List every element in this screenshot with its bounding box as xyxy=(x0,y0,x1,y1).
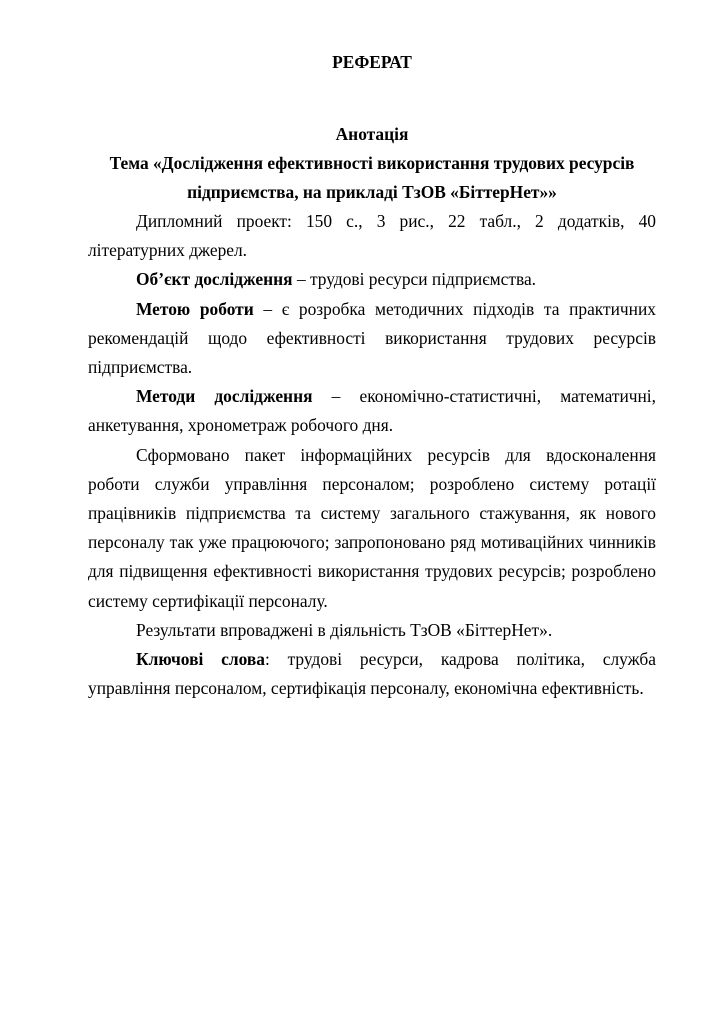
title-spacer xyxy=(88,76,656,120)
object-paragraph xyxy=(88,265,656,294)
methods-label: Методи дослідження xyxy=(136,386,313,407)
scope-paragraph: Дипломний проект: 150 с., 3 рис., 22 табл., 2 додатків, 40 літературних джерел. xyxy=(88,211,656,261)
methods-text: – економічно-статистичні, математичні, анкетування, хронометраж робочого дня. xyxy=(88,386,656,436)
object-text: – трудові ресурси підприємства. xyxy=(292,269,537,290)
topic-line-2: підприємства, на прикладі ТзОВ «БіттерНет»» xyxy=(187,182,557,202)
goal-text: – є розробка методичних підходів та практичних рекомендацій щодо ефективності використання трудових ресурсів підприємства. xyxy=(88,298,656,378)
keywords-text: : трудові ресурси, кадрова політика, служба управління персоналом, сертифікація персоналу, економічна ефективність. xyxy=(88,649,656,699)
document-body xyxy=(88,48,656,703)
goal-paragraph xyxy=(88,295,656,383)
keywords-paragraph xyxy=(88,645,656,703)
annotation-heading: Анотація xyxy=(335,124,409,144)
keywords-label: Ключові слова xyxy=(136,649,265,670)
topic-line-1: Тема «Дослідження ефективності використання трудових ресурсів xyxy=(109,153,635,173)
goal-label: Метою роботи xyxy=(136,298,254,319)
object-label: Об’єкт дослідження xyxy=(136,269,293,290)
findings-paragraph: Сформовано пакет інформаційних ресурсів для вдосконалення роботи служби управління персоналом; розроблено систему ротації працівників підприємства та систему загального стажування, як нового персоналу так уже працюючого; запропоновано ряд мотиваційних чинників для підвищення ефективності використання трудових ресурсів; розроблено систему сертифікації персоналу. xyxy=(88,444,656,611)
methods-paragraph xyxy=(88,382,656,440)
document-title: РЕФЕРАТ xyxy=(332,52,412,72)
results-paragraph: Результати впроваджені в діяльність ТзОВ «БіттерНет». xyxy=(136,619,553,640)
